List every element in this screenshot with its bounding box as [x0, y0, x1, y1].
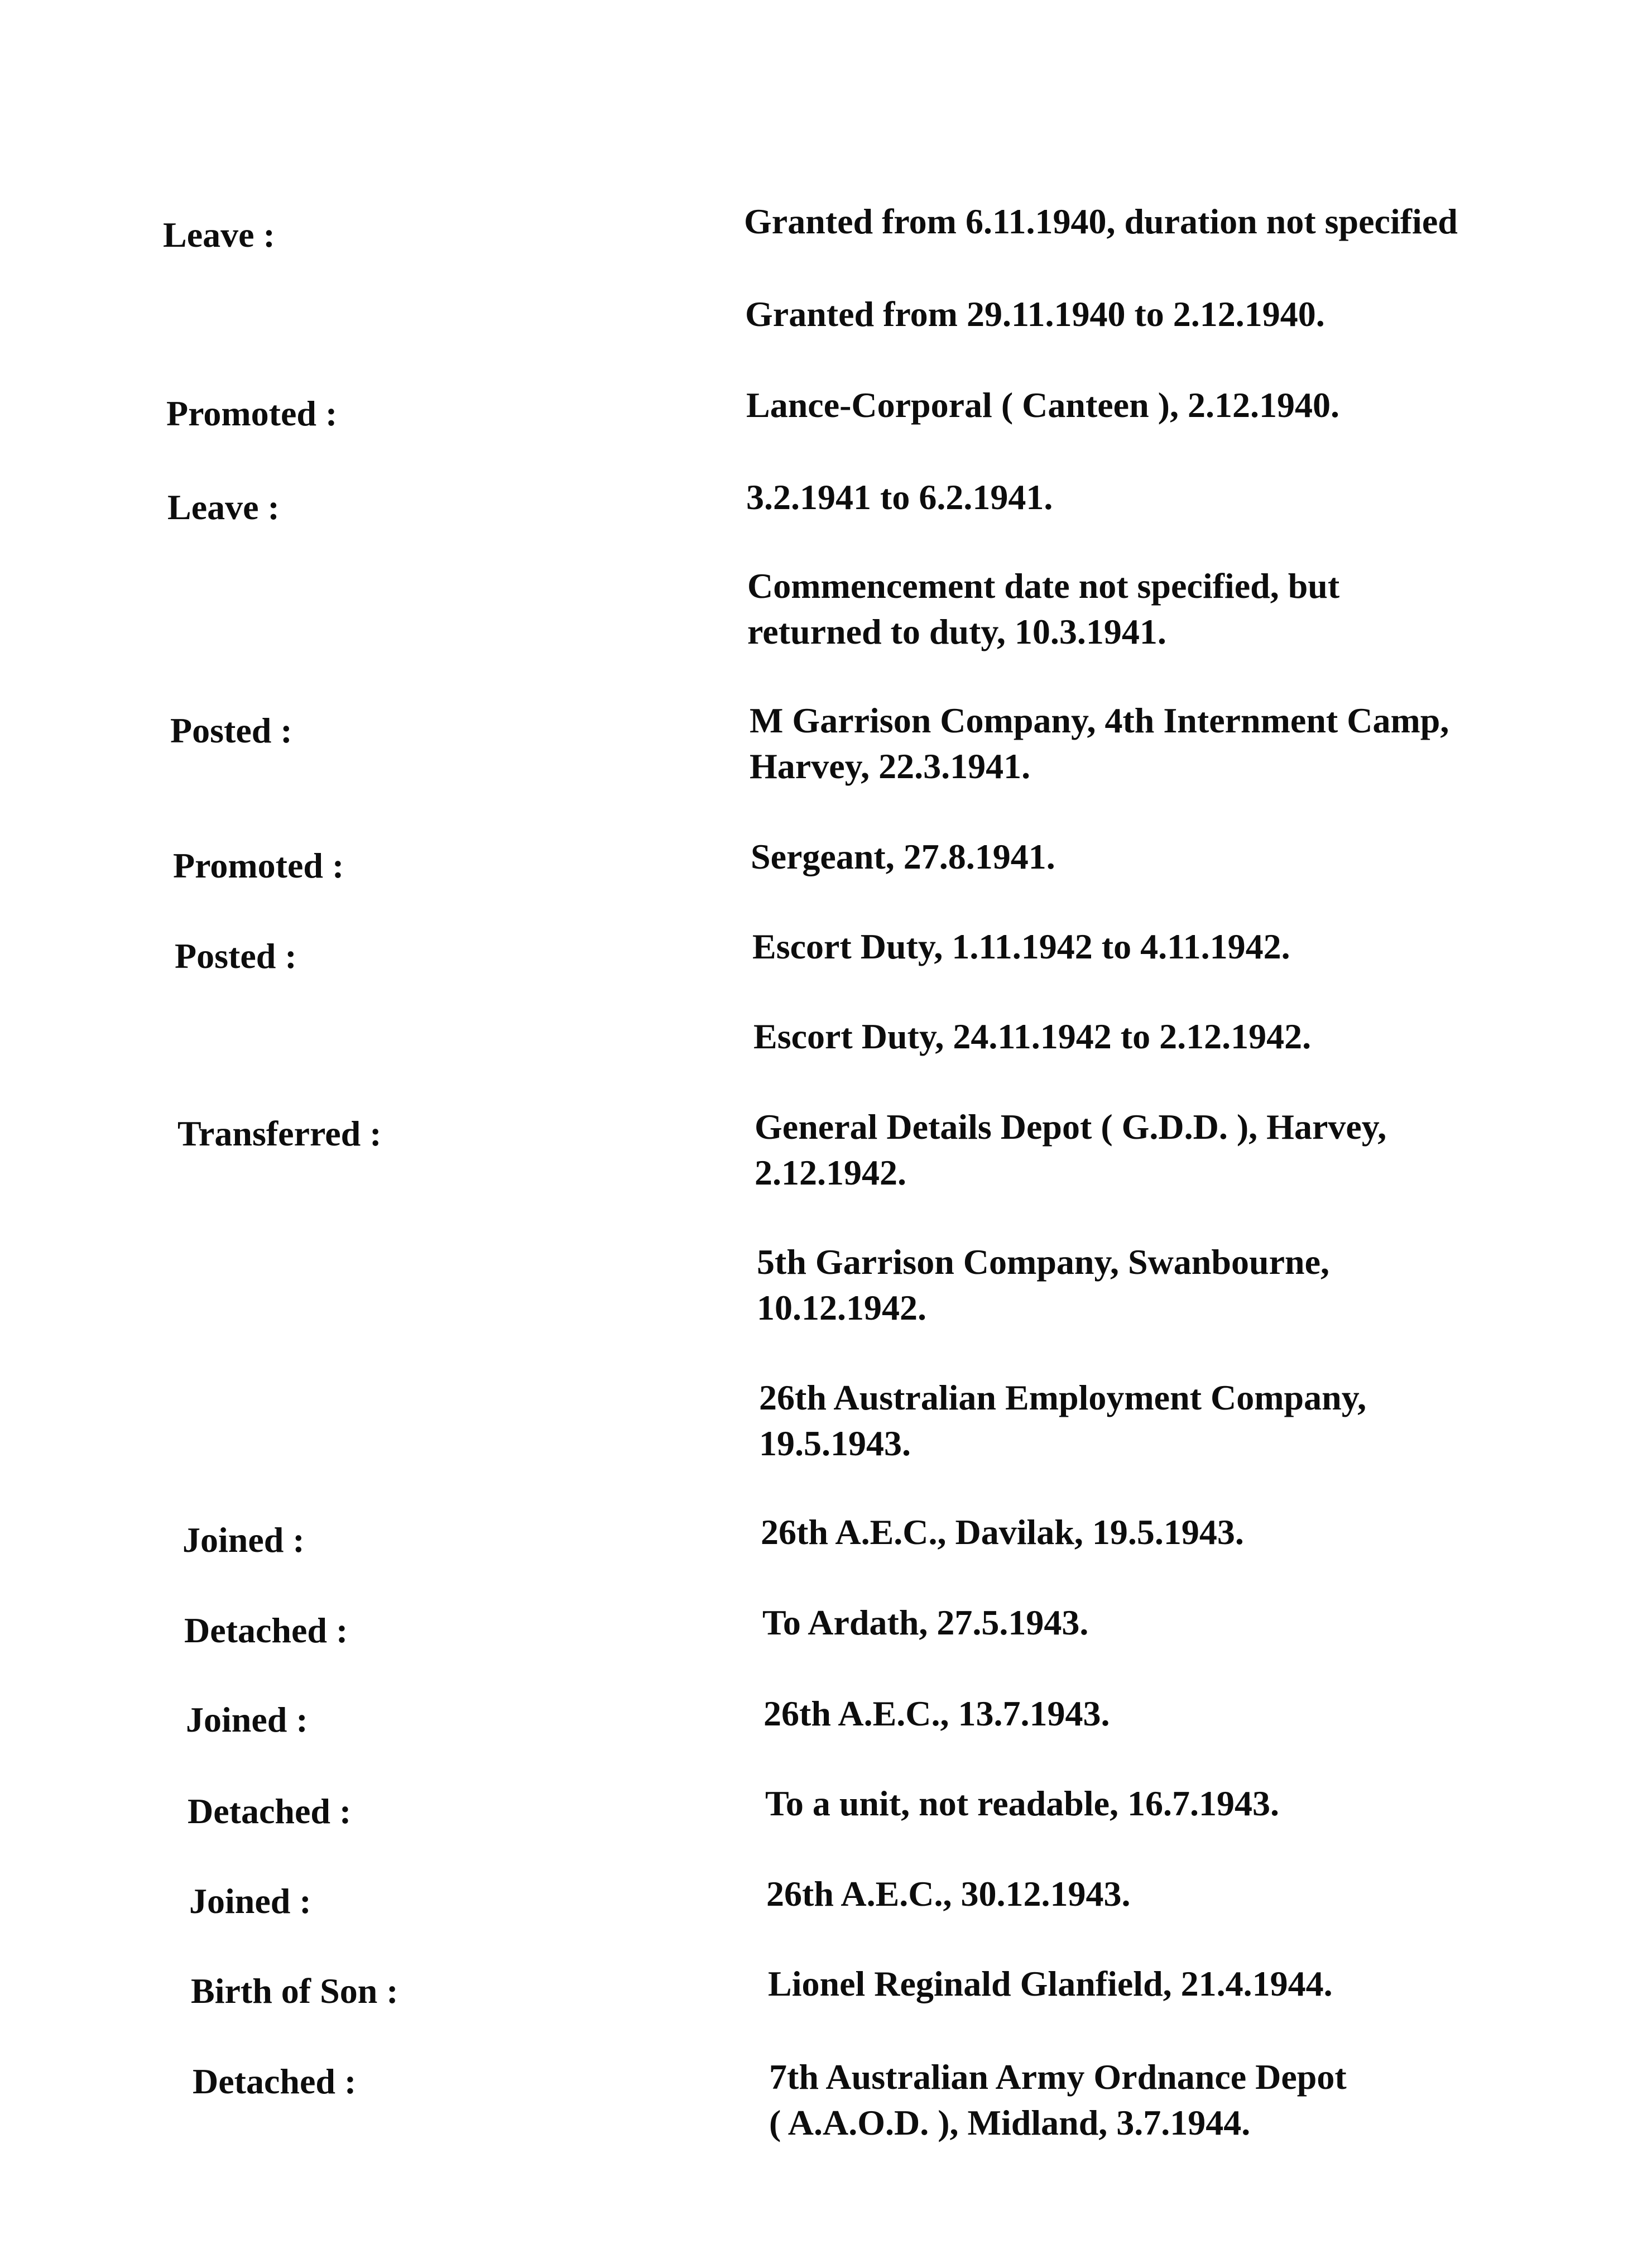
- entry-value: [751, 834, 1554, 880]
- entry-value: [747, 563, 1551, 655]
- entry-value: [744, 199, 1548, 244]
- entry-value-line: To Ardath, 27.5.1943.: [762, 1603, 1089, 1642]
- entry-value-line: Lionel Reginald Glanfield, 21.4.1944.: [768, 1964, 1333, 2003]
- entry-value-line: 19.5.1943.: [759, 1423, 911, 1463]
- entry-value-line: Sergeant, 27.8.1941.: [751, 837, 1055, 876]
- entry-value: [762, 1600, 1566, 1646]
- entry-value-line: 26th A.E.C., Davilak, 19.5.1943.: [761, 1512, 1244, 1552]
- entry-value-line: 3.2.1941 to 6.2.1941.: [746, 477, 1053, 517]
- entry-label: Leave :: [167, 487, 280, 527]
- entry-label: Posted :: [175, 936, 297, 976]
- entry-value-line: 2.12.1942.: [755, 1153, 906, 1192]
- entry-label: Transferred :: [177, 1114, 382, 1153]
- entry-value-line: 5th Garrison Company, Swanbourne,: [757, 1242, 1329, 1282]
- entry-value-line: 10.12.1942.: [757, 1288, 926, 1327]
- entry-label: Detached :: [193, 2061, 357, 2101]
- entry-value-line: returned to duty, 10.3.1941.: [747, 612, 1166, 651]
- entry-value: [752, 924, 1556, 970]
- entry-value-line: Harvey, 22.3.1941.: [750, 746, 1031, 786]
- entry-value: [768, 1961, 1572, 2007]
- entry-value-line: Commencement date not specified, but: [747, 566, 1340, 606]
- entry-value: [765, 1781, 1569, 1826]
- entry-value-line: General Details Depot ( G.D.D. ), Harvey,: [755, 1107, 1387, 1147]
- entry-value-line: Lance-Corporal ( Canteen ), 2.12.1940.: [746, 385, 1339, 425]
- entry-value: [746, 382, 1550, 428]
- entry-value-line: 26th Australian Employment Company,: [759, 1378, 1367, 1417]
- entry-value-line: Escort Duty, 24.11.1942 to 2.12.1942.: [753, 1017, 1312, 1056]
- entry-value: [757, 1239, 1560, 1331]
- entry-value-line: Granted from 29.11.1940 to 2.12.1940.: [745, 294, 1325, 334]
- entry-label: Promoted :: [173, 846, 344, 885]
- entry-value: [763, 1691, 1567, 1737]
- entry-value: [769, 2054, 1573, 2146]
- entry-value: [745, 291, 1549, 337]
- entry-value: [746, 474, 1550, 520]
- entry-label: Detached :: [184, 1610, 348, 1650]
- entry-label: Joined :: [186, 1700, 308, 1739]
- entry-value: [755, 1104, 1558, 1196]
- entry-label: Joined :: [183, 1520, 305, 1560]
- entry-value-line: M Garrison Company, 4th Internment Camp,: [750, 701, 1449, 740]
- entry-label: Posted :: [170, 711, 292, 750]
- entry-label: Leave :: [163, 215, 275, 255]
- entry-label: Birth of Son :: [191, 1971, 398, 2011]
- entry-value: [750, 698, 1553, 789]
- entry-value: [753, 1014, 1557, 1059]
- entry-value-line: 26th A.E.C., 30.12.1943.: [766, 1874, 1131, 1914]
- entry-value: [761, 1509, 1564, 1555]
- entry-label: Detached :: [188, 1791, 352, 1831]
- entry-value-line: 7th Australian Army Ordnance Depot: [769, 2057, 1347, 2097]
- entry-value-line: Granted from 6.11.1940, duration not specified: [744, 202, 1458, 241]
- entry-label: Promoted :: [166, 394, 338, 433]
- entry-value-line: ( A.A.O.D. ), Midland, 3.7.1944.: [769, 2103, 1251, 2142]
- entry-value-line: To a unit, not readable, 16.7.1943.: [765, 1783, 1280, 1823]
- entry-value: [759, 1375, 1563, 1466]
- entry-value: [766, 1871, 1570, 1917]
- entry-value-line: Escort Duty, 1.11.1942 to 4.11.1942.: [752, 927, 1290, 966]
- entry-label: Joined :: [189, 1881, 311, 1921]
- entry-value-line: 26th A.E.C., 13.7.1943.: [763, 1694, 1110, 1733]
